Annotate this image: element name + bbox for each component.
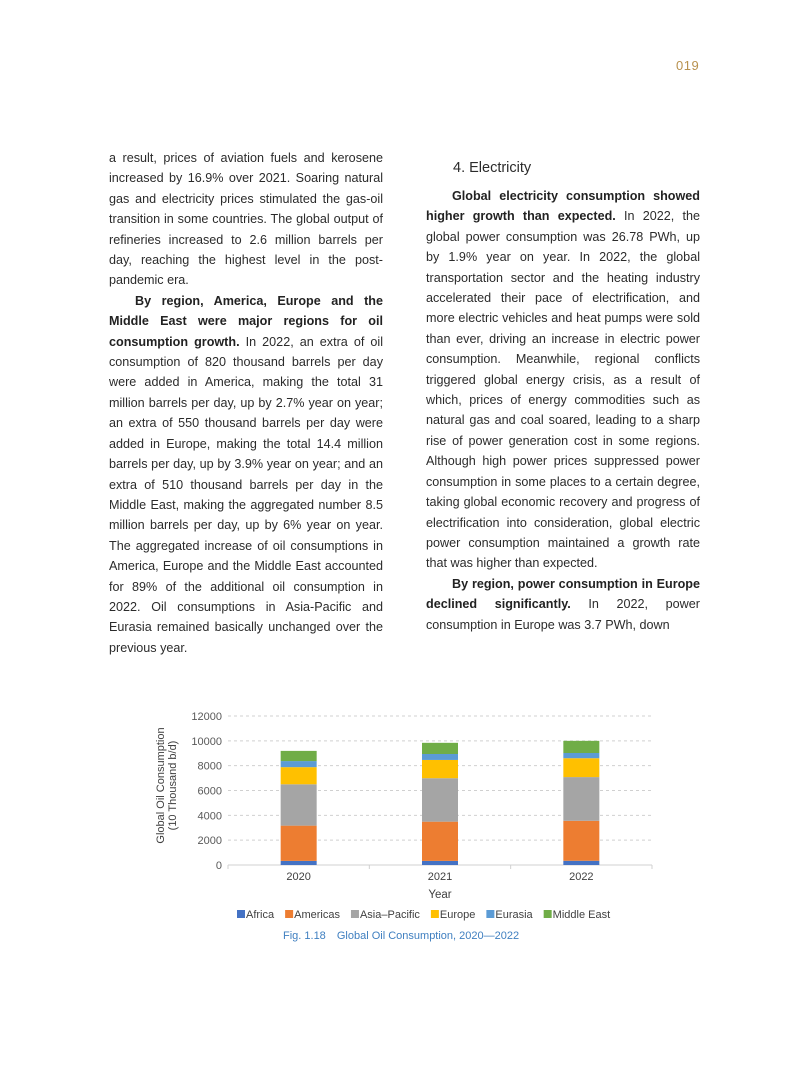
legend-label: Middle East bbox=[552, 909, 611, 921]
figure-title: Global Oil Consumption, 2020—2022 bbox=[336, 930, 520, 942]
paragraph-lead: By region, power consumption in Europe declined significantly. bbox=[426, 576, 700, 612]
legend-swatch bbox=[431, 910, 439, 918]
y-tick-label: 4000 bbox=[197, 810, 222, 823]
bar-segment-middle-east-2022 bbox=[563, 741, 599, 753]
y-tick-label: 10000 bbox=[191, 735, 222, 748]
y-tick-label: 0 bbox=[215, 860, 222, 872]
bar-segment-americas-2021 bbox=[422, 822, 458, 861]
page-number: 019 bbox=[676, 58, 700, 73]
bar-segment-africa-2020 bbox=[281, 861, 317, 865]
x-tick-label: 2022 bbox=[569, 871, 594, 883]
bar-segment-europe-2022 bbox=[563, 758, 599, 777]
y-tick-label: 8000 bbox=[197, 760, 222, 773]
bar-segment-europe-2020 bbox=[281, 767, 317, 784]
paragraph-body: In 2022, the global power consumption was 26.78 PWh, up by 1.9% year on year. In 2022, the global transportation sector and the heating industry accelerated their pace of electrification, and more electric vehicles and heat pumps were sold than ever, driving an increase in electric power consumption. Meanwhile, regional conflicts triggered global energy crisis, as a result of which, prices of energy commodities such as natural gas and coal soared, leading to a sharp rise of power generation cost in some regions. Although high power prices suppressed power consumption in some places to a certain degree, taking global economic recovery and progress of electrification into consideration, global electric power consumption maintained a growth rate that was higher than expected. bbox=[426, 209, 700, 571]
y-axis-title: Global Oil Consumption bbox=[155, 727, 167, 844]
x-axis-title: Year bbox=[428, 889, 452, 901]
paragraph bbox=[426, 186, 700, 574]
paragraph-body: In 2022, an extra of oil consumption of 820 thousand barrels per day were added in America, making the total 31 million barrels per day, up by 2.7% year on year; an extra of 550 thousand barrels per day were added in Europe, making the total 14.4 million barrels per day, up by 3.9% year on year; and an extra of 510 thousand barrels per day in the Middle East, making the aggregated number 8.5 million barrels per day, up by 6% year on year. The aggregated increase of oil consumptions in America, Europe and the Middle East accounted for 89% of the additional oil consumption in 2022. Oil consumptions in Asia-Pacific and Eurasia remained basically unchanged over the previous year. bbox=[109, 334, 383, 655]
paragraph-body: In 2022, power consumption in Europe was 3.7 PWh, down bbox=[426, 597, 700, 632]
legend-swatch bbox=[285, 910, 293, 918]
bar-segment-asia-pacific-2021 bbox=[422, 778, 458, 821]
chart-svg bbox=[150, 705, 670, 930]
bar-segment-eurasia-2021 bbox=[422, 754, 458, 760]
bar-segment-europe-2021 bbox=[422, 760, 458, 778]
paragraph-lead: Global electricity consumption showed higher growth than expected. bbox=[426, 189, 700, 224]
bar-segment-americas-2022 bbox=[563, 821, 599, 861]
left-text-column bbox=[109, 148, 383, 658]
bar-segment-americas-2020 bbox=[281, 826, 317, 861]
figure-caption bbox=[283, 930, 519, 942]
y-axis-title: (10 Thousand b/d) bbox=[167, 740, 179, 831]
legend-label: Americas bbox=[294, 909, 340, 921]
paragraph-body: a result, prices of aviation fuels and kerosene increased by 16.9% over 2021. Soaring natural gas and electricity prices stimulated the gas-oil transition in some countries. The global output of refineries increased to 2.6 million barrels per day, reaching the highest level in the post-pandemic era. bbox=[109, 151, 383, 288]
legend-swatch bbox=[486, 910, 494, 918]
x-tick-label: 2020 bbox=[286, 871, 311, 883]
legend-label: Africa bbox=[246, 909, 275, 921]
bar-segment-asia-pacific-2022 bbox=[563, 777, 599, 821]
paragraph-lead: By region, America, Europe and the Middle East were major regions for oil consumption growth. bbox=[109, 293, 383, 349]
bar-segment-asia-pacific-2020 bbox=[281, 784, 317, 825]
x-tick-label: 2021 bbox=[427, 871, 453, 883]
section-heading: 4. Electricity bbox=[453, 160, 532, 176]
bar-segment-africa-2022 bbox=[563, 861, 599, 865]
figure-number: Fig. 1.18 bbox=[283, 930, 326, 942]
legend-label: Europe bbox=[439, 909, 476, 921]
oil-consumption-chart bbox=[150, 705, 670, 955]
legend-label: Eurasia bbox=[495, 909, 533, 921]
paragraph bbox=[426, 574, 700, 635]
legend-swatch bbox=[351, 910, 359, 918]
bar-segment-eurasia-2020 bbox=[281, 761, 317, 767]
legend-swatch bbox=[237, 910, 245, 918]
paragraph bbox=[109, 291, 383, 658]
y-tick-label: 6000 bbox=[197, 785, 222, 798]
y-tick-label: 2000 bbox=[197, 835, 222, 848]
bar-segment-middle-east-2020 bbox=[281, 751, 317, 761]
bar-segment-africa-2021 bbox=[422, 861, 458, 865]
y-tick-label: 12000 bbox=[191, 711, 222, 723]
bar-segment-eurasia-2022 bbox=[563, 753, 599, 758]
right-text-column bbox=[426, 158, 700, 635]
legend-label: Asia–Pacific bbox=[359, 909, 420, 921]
bar-segment-middle-east-2021 bbox=[422, 743, 458, 754]
legend-swatch bbox=[544, 910, 552, 918]
paragraph bbox=[109, 148, 383, 291]
